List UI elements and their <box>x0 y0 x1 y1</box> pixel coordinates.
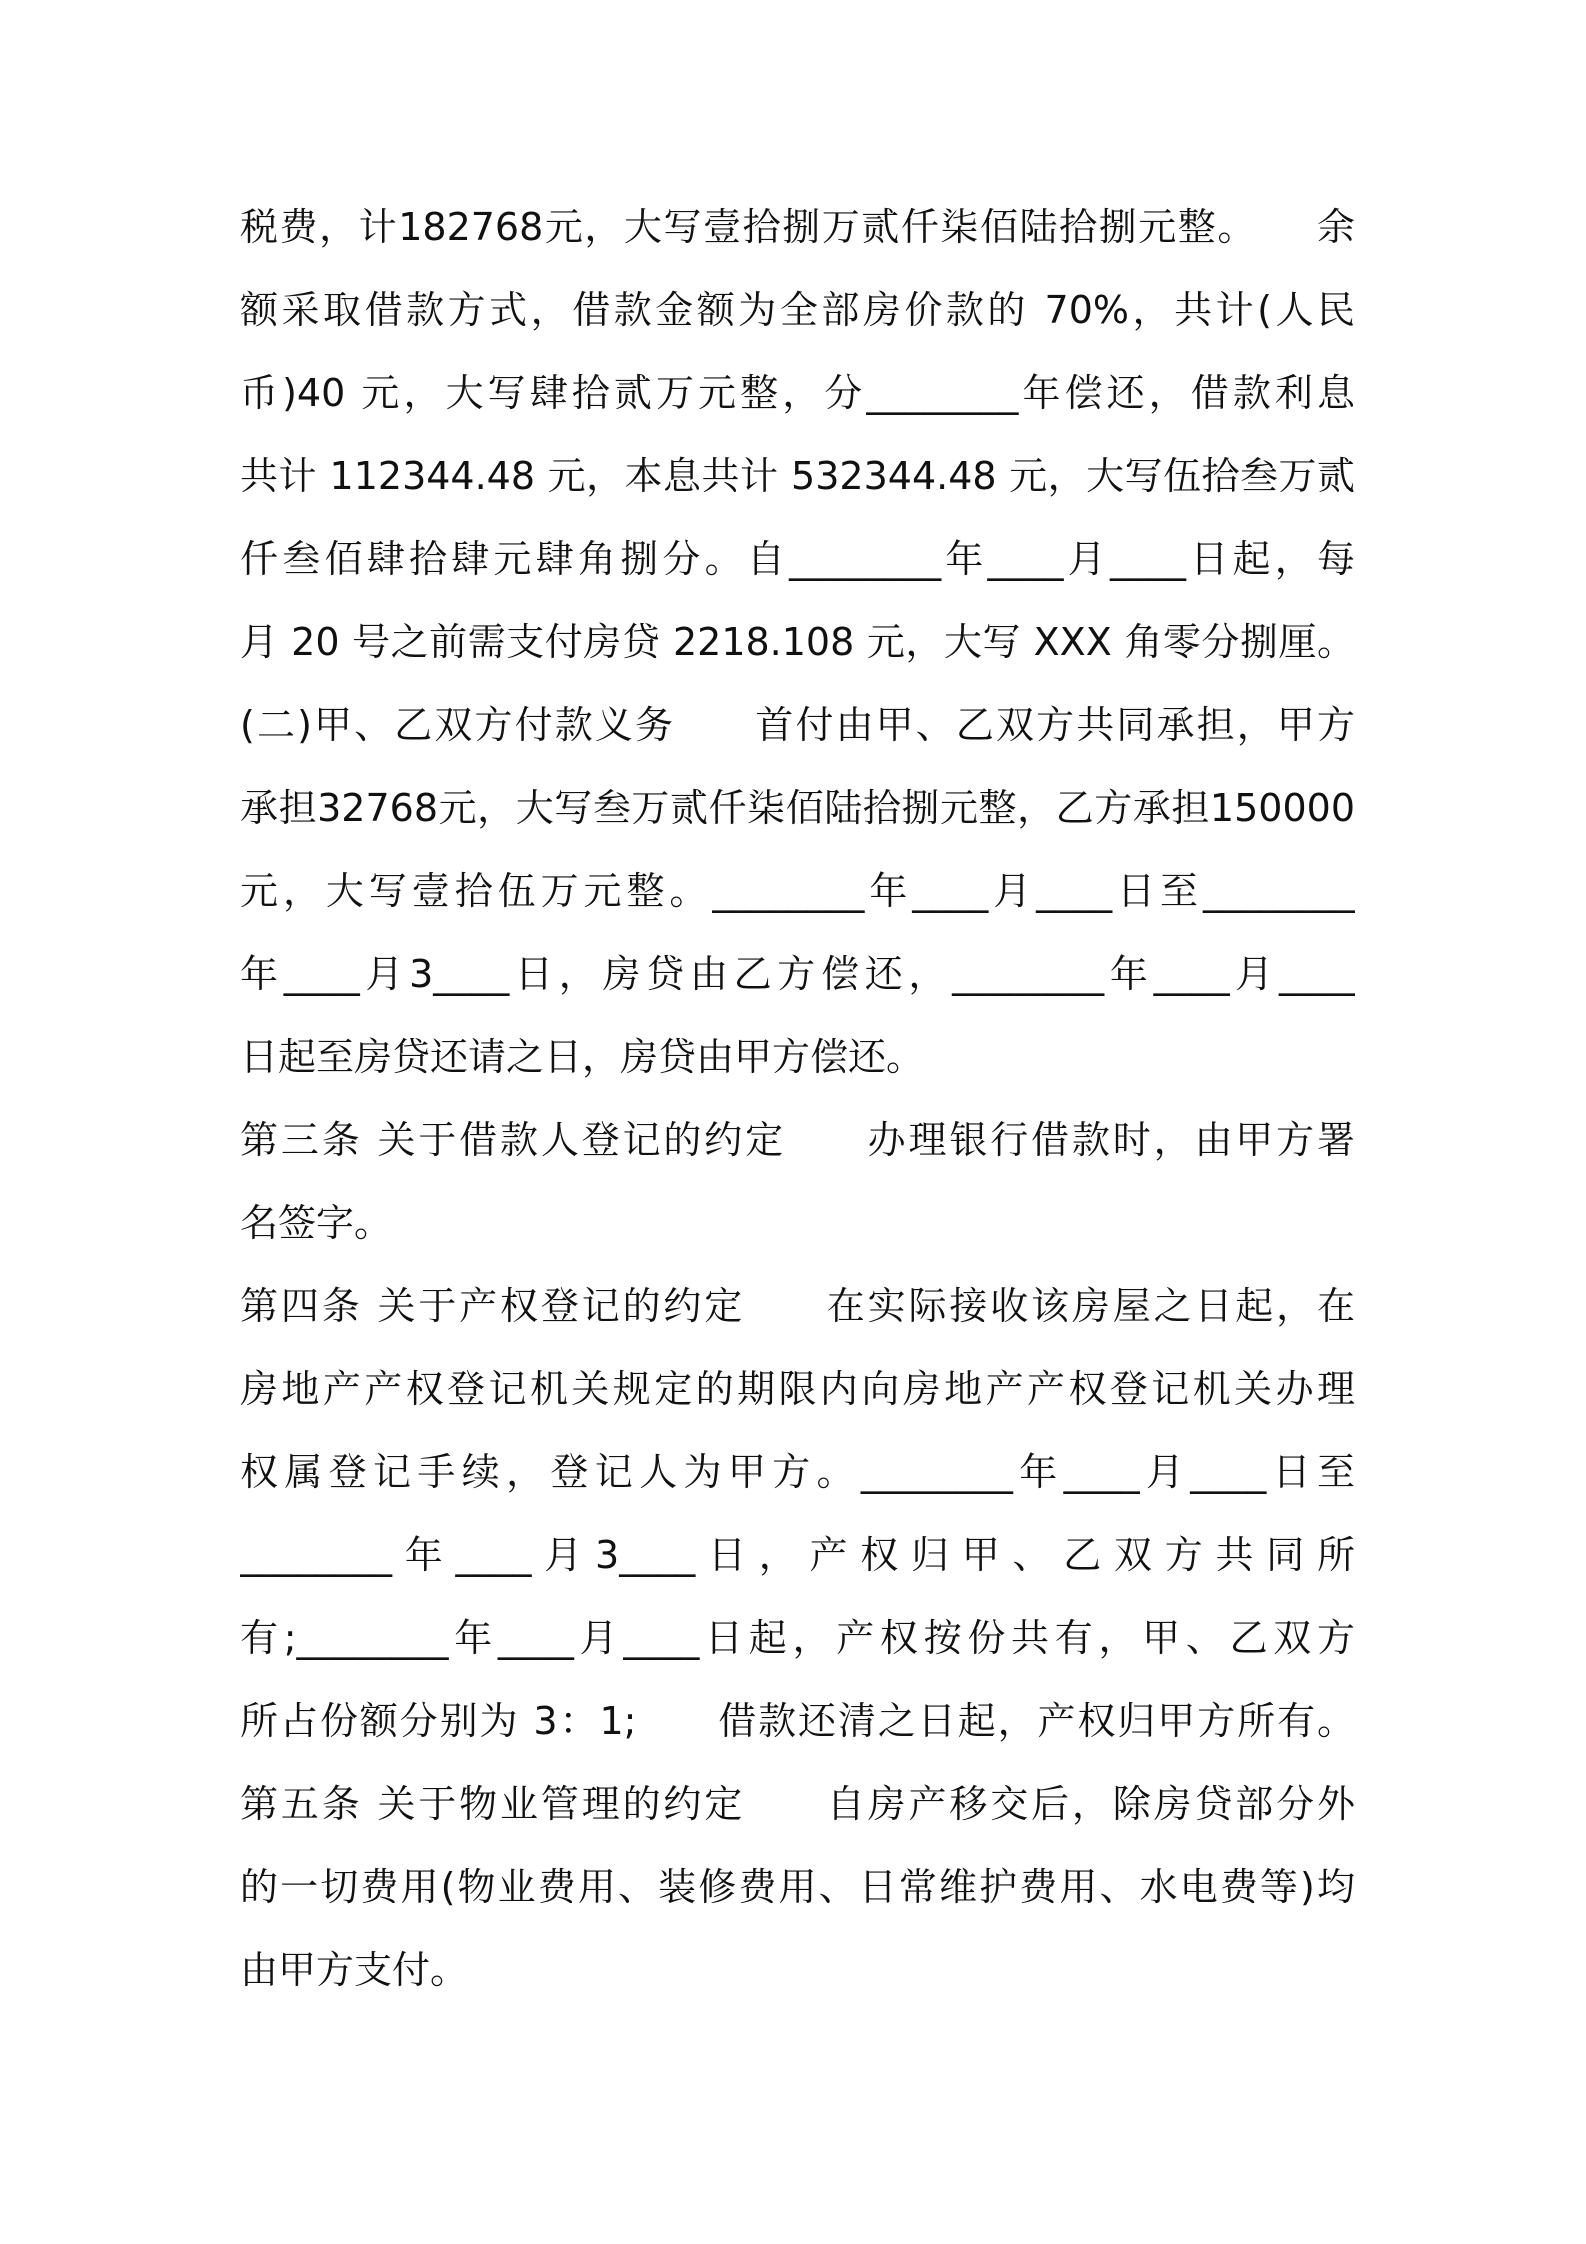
text-line-15: 房地产产权登记机关规定的期限内向房地产产权登记机关办理 <box>240 1367 1355 1411</box>
text-line-20: 第五条 关于物业管理的约定 自房产移交后，除房贷部分外 <box>240 1782 1355 1826</box>
text-line-12: 第三条 关于借款人登记的约定 办理银行借款时，由甲方署 <box>240 1118 1355 1162</box>
text-line-19: 所占份额分别为 3：1; 借款还清之日起，产权归甲方所有。 <box>240 1699 1355 1743</box>
text-line-11: 日起至房贷还请之日，房贷由甲方偿还。 <box>240 1035 925 1079</box>
text-line-17: ________年____月3____日，产权归甲、乙双方共同所 <box>240 1533 1355 1577</box>
text-line-5: 仟叁佰肆拾肆元肆角捌分。自________年____月____日起，每 <box>240 537 1355 581</box>
text-line-13: 名签字。 <box>240 1201 393 1245</box>
text-line-14: 第四条 关于产权登记的约定 在实际接收该房屋之日起，在 <box>240 1284 1355 1328</box>
text-line-8: 承担32768元，大写叁万贰仟柒佰陆拾捌元整，乙方承担150000 <box>240 786 1355 830</box>
text-line-4: 共计 112344.48 元，本息共计 532344.48 元，大写伍拾叁万贰 <box>240 454 1355 498</box>
text-line-21: 的一切费用(物业费用、装修费用、日常维护费用、水电费等)均 <box>240 1865 1355 1909</box>
text-line-7: (二)甲、乙双方付款义务 首付由甲、乙双方共同承担，甲方 <box>240 703 1355 747</box>
text-line-2: 额采取借款方式，借款金额为全部房价款的 70%，共计(人民 <box>240 288 1355 332</box>
text-line-16: 权属登记手续，登记人为甲方。________年____月____日至 <box>240 1450 1355 1494</box>
text-line-3: 币)40 元，大写肆拾贰万元整，分________年偿还，借款利息 <box>240 371 1355 415</box>
text-line-10: 年____月3____日，房贷由乙方偿还，________年____月____ <box>240 952 1355 996</box>
text-line-9: 元，大写壹拾伍万元整。________年____月____日至________ <box>240 869 1355 913</box>
text-line-22: 由甲方支付。 <box>240 1948 469 1992</box>
text-line-1: 税费，计182768元，大写壹拾捌万贰仟柒佰陆拾捌元整。 余 <box>240 205 1355 249</box>
document-page <box>240 0 1355 2244</box>
text-line-6: 月 20 号之前需支付房贷 2218.108 元，大写 XXX 角零分捌厘。 <box>240 620 1355 664</box>
text-line-18: 有;________年____月____日起，产权按份共有，甲、乙双方 <box>240 1616 1355 1660</box>
